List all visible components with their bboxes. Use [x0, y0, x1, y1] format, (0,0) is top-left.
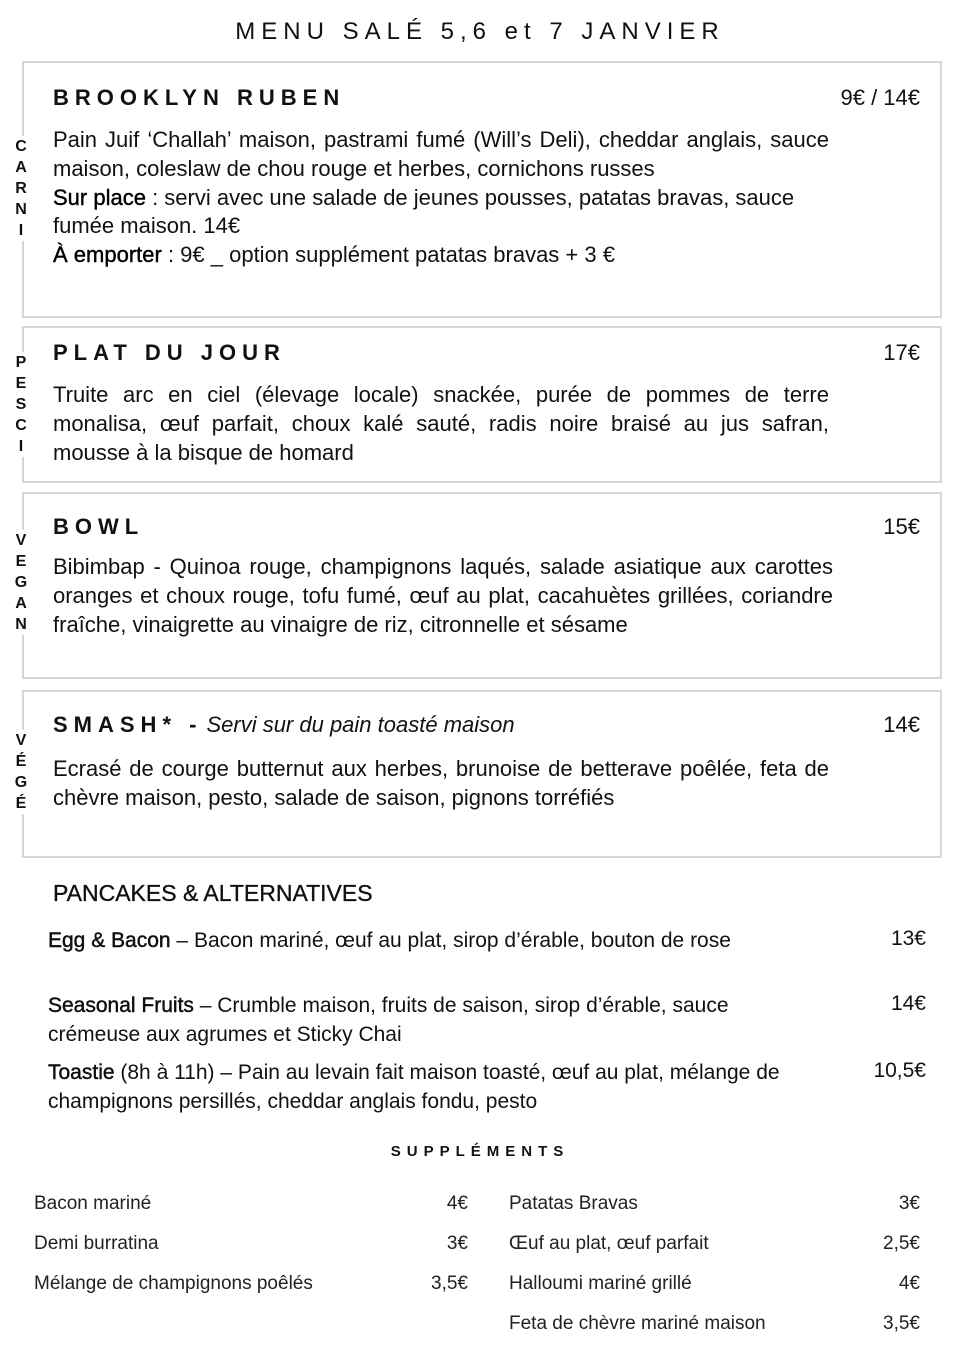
dish-category-label [12, 136, 30, 241]
dish-description [53, 126, 829, 270]
category-letter: A [15, 595, 27, 612]
menu-title: MENU SALÉ 5,6 et 7 JANVIER [235, 18, 725, 45]
category-letter: N [15, 616, 27, 633]
supplement-price: 3,5€ [431, 1273, 468, 1294]
category-letter: I [18, 438, 24, 455]
supplement-name: Bacon mariné [34, 1193, 152, 1214]
supplement-row [509, 1230, 920, 1270]
supplement-name: Mélange de champignons poêlés [34, 1273, 313, 1294]
pancake-price: 14€ [890, 992, 926, 1015]
dish-name-text: SMASH* - [53, 712, 203, 737]
supplement-price: 2,5€ [883, 1233, 920, 1254]
category-letter: R [15, 180, 27, 197]
dish-name: BOWL [53, 514, 145, 539]
dish-description [53, 553, 833, 639]
pancake-text: – Bacon mariné, œuf au plat, sirop d’érable, bouton de rose [170, 929, 731, 952]
dish-price: 9€ / 14€ [840, 85, 920, 110]
category-letter: G [14, 574, 28, 591]
category-letter: V [15, 532, 27, 549]
dish-place-line [53, 184, 829, 242]
place-text: : servi avec une salade de jeunes pousses, patatas bravas, sauce fumée maison. 14€ [53, 184, 795, 239]
category-letter: E [15, 553, 27, 570]
dish-description [53, 755, 829, 813]
supplement-name: Feta de chèvre mariné maison [509, 1313, 766, 1334]
dish-name [53, 712, 515, 738]
supplement-name: Halloumi mariné grillé [509, 1273, 692, 1294]
supplements-left-column [34, 1190, 468, 1310]
supplement-price: 3€ [446, 1233, 468, 1254]
pancake-name: Seasonal Fruits [48, 994, 194, 1017]
dish-subtitle: Servi sur du pain toasté maison [206, 712, 515, 737]
pancakes-title: PANCAKES & ALTERNATIVES [53, 880, 373, 906]
takeaway-label: À emporter [53, 242, 162, 268]
category-letter: S [15, 396, 27, 413]
takeaway-text: : 9€ _ option supplément patatas bravas + 3 € [161, 242, 615, 268]
dish-description-text: Ecrasé de courge butternut aux herbes, brunoise de betterave poêlée, feta de chèvre maison, pesto, salade de saison, pignons torréfiés [53, 756, 829, 810]
dish-category-label [12, 530, 30, 635]
supplement-price: 3,5€ [883, 1313, 920, 1334]
pancake-name: Egg & Bacon [48, 929, 171, 952]
supplement-row [34, 1230, 468, 1270]
dish-name: PLAT DU JOUR [53, 340, 286, 365]
pancake-name: Toastie [48, 1061, 115, 1084]
pancake-text: (8h à 11h) – Pain au levain fait maison toasté, œuf au plat, mélange de champignons persillés, cheddar anglais fondu, pesto [48, 1061, 780, 1113]
pancake-text: – Crumble maison, fruits de saison, sirop d’érable, sauce crémeuse aux agrumes et Sticky Chai [48, 994, 729, 1046]
category-letter: É [15, 795, 27, 812]
supplement-row [34, 1270, 468, 1310]
supplement-row [509, 1270, 920, 1310]
dish-takeaway-line [53, 241, 829, 270]
supplement-name: Œuf au plat, œuf parfait [509, 1233, 709, 1254]
pancake-price: 10,5€ [873, 1059, 926, 1082]
supplement-price: 3€ [898, 1193, 920, 1214]
category-letter: C [15, 417, 27, 434]
supplement-row [34, 1190, 468, 1230]
supplements-right-column [509, 1190, 920, 1350]
category-letter: A [15, 159, 27, 176]
dish-description-text: Truite arc en ciel (élevage locale) snackée, purée de pommes de terre monalisa, œuf parfait, choux kalé sauté, radis noire braisé au jus safran, mousse à la bisque de homard [53, 382, 829, 465]
category-letter: V [15, 732, 27, 749]
category-letter: P [15, 354, 27, 371]
pancake-item [48, 992, 788, 1049]
dish-category-label [12, 730, 30, 814]
supplement-name: Patatas Bravas [509, 1193, 638, 1214]
pancake-item [48, 1059, 788, 1116]
category-letter: I [18, 222, 24, 239]
category-letter: N [15, 201, 27, 218]
dish-description-text: Bibimbap - Quinoa rouge, champignons laqués, salade asiatique aux carottes oranges et choux rouge, tofu fumé, œuf au plat, cacahuètes grillées, coriandre fraîche, vinaigrette au vinaigre de riz, citronnelle et sésame [53, 554, 833, 637]
supplement-price: 4€ [446, 1193, 468, 1214]
category-letter: G [14, 774, 28, 791]
supplement-price: 4€ [898, 1273, 920, 1294]
supplement-name: Demi burratina [34, 1233, 159, 1254]
dish-name: BROOKLYN RUBEN [53, 85, 346, 110]
place-label: Sur place [53, 184, 146, 210]
dish-description-text: Pain Juif ‘Challah’ maison, pastrami fumé (Will’s Deli), cheddar anglais, sauce maison, coleslaw de chou rouge et herbes, cornichons russes [53, 127, 829, 181]
category-letter: C [15, 138, 27, 155]
category-letter: É [15, 753, 27, 770]
dish-price: 14€ [883, 712, 920, 737]
dish-price: 15€ [883, 514, 920, 539]
supplement-row [509, 1190, 920, 1230]
pancake-item [48, 927, 788, 956]
dish-price: 17€ [883, 340, 920, 365]
dish-description [53, 381, 829, 467]
supplements-title: SUPPLÉMENTS [390, 1143, 570, 1160]
dish-category-label [12, 352, 30, 457]
supplement-row [509, 1310, 920, 1350]
category-letter: E [15, 375, 27, 392]
pancake-price: 13€ [890, 927, 926, 950]
